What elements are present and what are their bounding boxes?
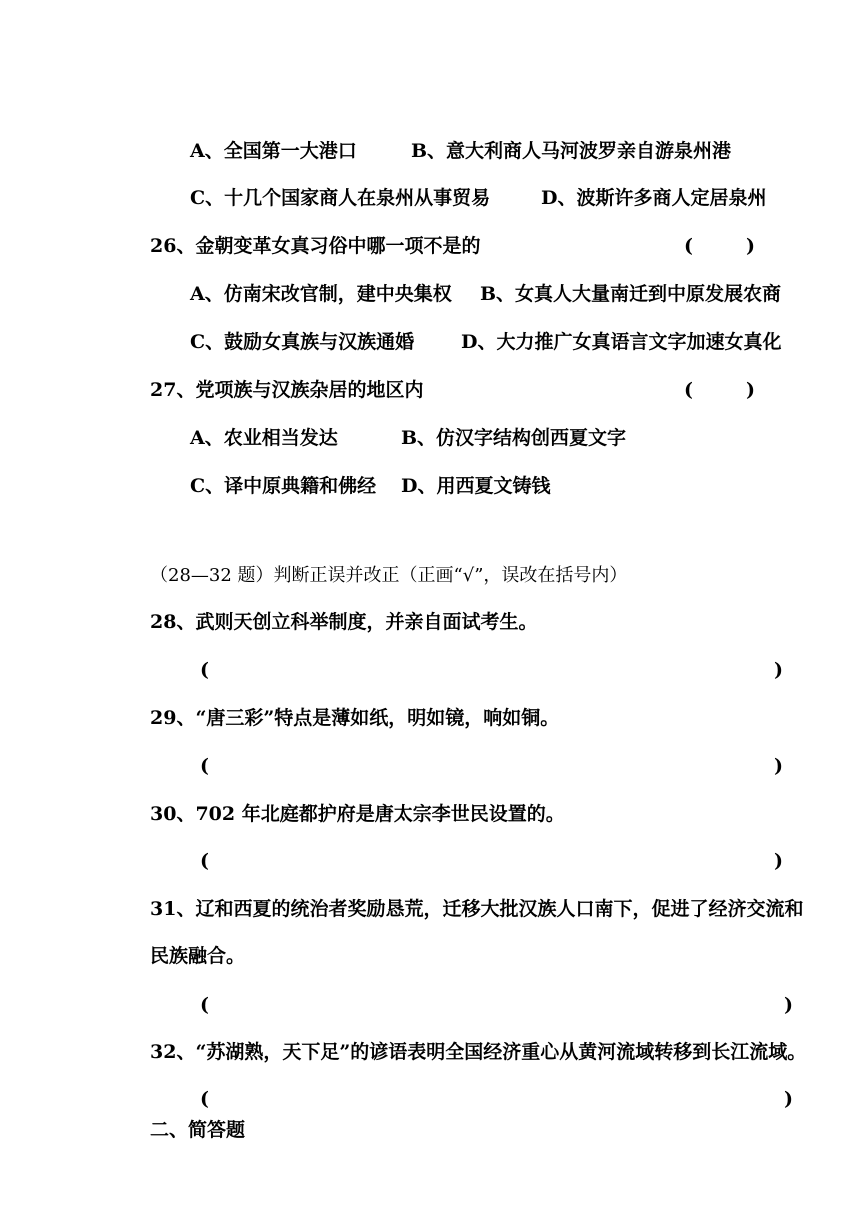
q30-answer-paren-close: ) (774, 850, 783, 872)
q31-text-line1: 31、辽和西夏的统治者奖励恳荒，迁移大批汉族人口南下，促进了经济交流和 (150, 898, 804, 920)
q29-answer-paren-open: ( (200, 755, 209, 777)
q31-answer-paren-close: ) (784, 994, 793, 1016)
q25-option-a: A、全国第一大港口 (190, 140, 357, 162)
q32-answer-paren-open: ( (200, 1088, 209, 1110)
q25-option-b: B、意大利商人马河波罗亲自游泉州港 (411, 140, 732, 162)
q27-option-d: D、用西夏文铸钱 (401, 475, 551, 497)
q26-option-a: A、仿南宋改官制，建中央集权 (190, 283, 452, 305)
q25-option-c: C、十几个国家商人在泉州从事贸易 (190, 187, 491, 209)
q26-answer-paren-open: ( (684, 235, 693, 257)
q27-option-a: A、农业相当发达 (190, 427, 338, 449)
q27-stem: 27、党项族与汉族杂居的地区内 (150, 379, 424, 401)
q30-text: 30、702 年北庭都护府是唐太宗李世民设置的。 (150, 803, 565, 825)
q31-answer-paren-open: ( (200, 994, 209, 1016)
q26-option-c: C、鼓励女真族与汉族通婚 (190, 331, 415, 353)
q28-text: 28、武则天创立科举制度，并亲自面试考生。 (150, 611, 538, 633)
q32-answer-paren-close: ) (784, 1088, 793, 1110)
q27-answer-paren-open: ( (684, 379, 693, 401)
q31-text-line2: 民族融合。 (150, 945, 246, 967)
judge-instruction: （28—32 题）判断正误并改正（正画“√”，误改在括号内） (150, 565, 628, 586)
q26-option-d: D、大力推广女真语言文字加速女真化 (461, 331, 782, 353)
q30-answer-paren-open: ( (200, 850, 209, 872)
q28-answer-paren-open: ( (200, 659, 209, 681)
q29-text: 29、“唐三彩”特点是薄如纸，明如镜，响如铜。 (150, 707, 560, 729)
q26-answer-paren-close: ) (746, 235, 755, 257)
q32-text: 32、“苏湖熟，天下足”的谚语表明全国经济重心从黄河流域转移到长江流域。 (150, 1041, 807, 1063)
q27-option-c: C、译中原典籍和佛经 (190, 475, 377, 497)
q27-answer-paren-close: ) (746, 379, 755, 401)
section-two-heading: 二、简答题 (150, 1119, 246, 1141)
q26-stem: 26、金朝变革女真习俗中哪一项不是的 (150, 235, 481, 257)
q28-answer-paren-close: ) (774, 659, 783, 681)
q29-answer-paren-close: ) (774, 755, 783, 777)
q25-option-d: D、波斯许多商人定居泉州 (541, 187, 767, 209)
q26-option-b: B、女真人大量南迁到中原发展农商 (480, 283, 782, 305)
q27-option-b: B、仿汉字结构创西夏文字 (401, 427, 627, 449)
